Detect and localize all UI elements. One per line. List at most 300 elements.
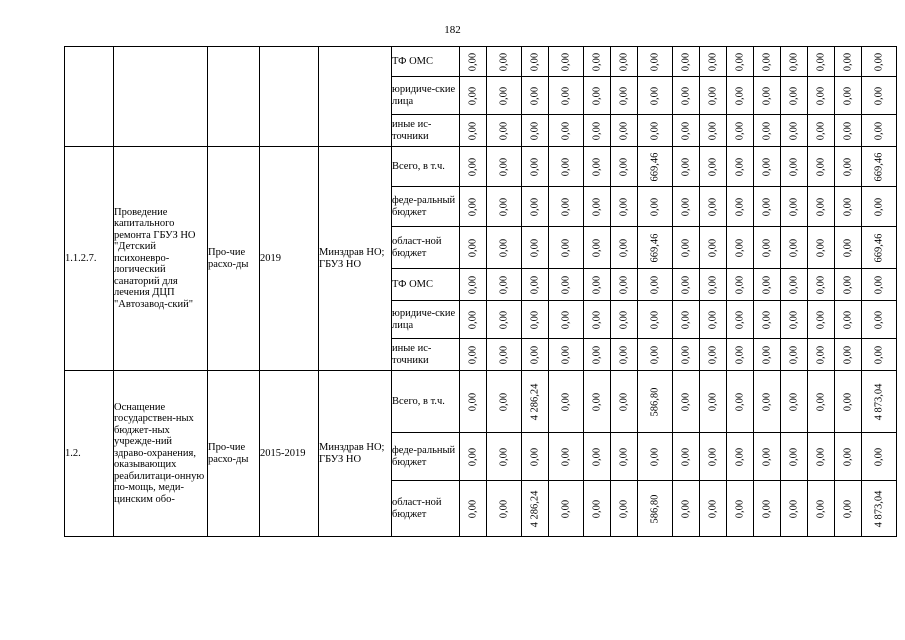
value-cell-text: 0,00	[680, 238, 692, 257]
value-cell	[754, 77, 781, 115]
value-cell-text: 0,00	[815, 275, 827, 294]
value-cell	[754, 269, 781, 301]
value-cell	[549, 269, 584, 301]
value-cell-text: 0,00	[873, 121, 885, 140]
value-cell-text: 0,00	[467, 447, 479, 466]
value-cell	[781, 371, 808, 433]
value-cell	[549, 187, 584, 227]
table-row	[65, 371, 897, 433]
value-cell	[862, 433, 897, 481]
value-cell-text: 0,00	[591, 275, 603, 294]
value-cell	[835, 433, 862, 481]
value-cell	[700, 147, 727, 187]
value-cell	[808, 187, 835, 227]
value-cell	[727, 433, 754, 481]
value-cell-text: 0,00	[591, 310, 603, 329]
value-cell	[727, 371, 754, 433]
value-cell-text: 0,00	[560, 392, 572, 411]
value-cell	[549, 371, 584, 433]
value-cell-text: 0,00	[680, 392, 692, 411]
value-cell-text: 0,00	[815, 238, 827, 257]
value-cell	[808, 227, 835, 269]
value-cell-text: 0,00	[873, 197, 885, 216]
value-cell	[781, 339, 808, 371]
value-cell-text: 0,00	[560, 238, 572, 257]
source-label: област-ной бюджет	[392, 227, 460, 269]
value-cell	[611, 115, 638, 147]
value-cell	[835, 481, 862, 537]
value-cell-text: 0,00	[815, 52, 827, 71]
item-years: 2019	[260, 147, 319, 371]
value-cell	[584, 227, 611, 269]
source-label: юридиче-ские лица	[392, 301, 460, 339]
value-cell	[549, 147, 584, 187]
value-cell	[584, 187, 611, 227]
value-cell-text: 0,00	[591, 197, 603, 216]
value-cell-text: 0,00	[649, 121, 661, 140]
value-cell	[727, 227, 754, 269]
value-cell	[460, 433, 487, 481]
source-label: иные ис-точники	[392, 115, 460, 147]
value-cell	[754, 47, 781, 77]
value-cell-text: 0,00	[815, 121, 827, 140]
value-cell	[638, 77, 673, 115]
value-cell	[727, 47, 754, 77]
value-cell-text: 0,00	[761, 345, 773, 364]
value-cell-text: 0,00	[707, 121, 719, 140]
value-cell-text: 0,00	[707, 310, 719, 329]
value-cell	[700, 187, 727, 227]
value-cell-text: 0,00	[560, 86, 572, 105]
value-cell-text: 0,00	[649, 86, 661, 105]
value-cell-text: 0,00	[707, 392, 719, 411]
value-cell-text: 0,00	[815, 197, 827, 216]
value-cell	[673, 301, 700, 339]
value-cell	[487, 115, 522, 147]
value-cell-text: 0,00	[734, 238, 746, 257]
value-cell	[584, 77, 611, 115]
value-cell-text: 0,00	[788, 345, 800, 364]
value-cell-text: 669,46	[649, 152, 661, 181]
value-cell	[522, 339, 549, 371]
value-cell-text: 0,00	[761, 157, 773, 176]
value-cell-text: 0,00	[649, 447, 661, 466]
value-cell-text: 0,00	[815, 310, 827, 329]
value-cell	[611, 269, 638, 301]
value-cell	[549, 339, 584, 371]
value-cell-text: 586,80	[649, 387, 661, 416]
value-cell	[700, 371, 727, 433]
value-cell-text: 0,00	[618, 52, 630, 71]
value-cell	[700, 481, 727, 537]
value-cell-text: 4 873,04	[873, 490, 885, 527]
value-cell	[781, 147, 808, 187]
value-cell-text: 0,00	[467, 52, 479, 71]
value-cell	[549, 47, 584, 77]
value-cell	[549, 433, 584, 481]
value-cell-text: 0,00	[761, 121, 773, 140]
item-name: Оснащение государствен-ных бюджет-ных учрежде-ний здраво-охранения, оказывающих реабилитаци-онную по-мощь, меди-цинским обо-	[114, 371, 208, 537]
value-cell	[862, 115, 897, 147]
value-cell	[487, 147, 522, 187]
value-cell	[673, 227, 700, 269]
value-cell-text: 0,00	[680, 499, 692, 518]
source-label: област-ной бюджет	[392, 481, 460, 537]
value-cell	[611, 47, 638, 77]
value-cell	[522, 433, 549, 481]
value-cell-text: 0,00	[707, 52, 719, 71]
value-cell	[549, 301, 584, 339]
value-cell	[808, 371, 835, 433]
value-cell-text: 0,00	[560, 345, 572, 364]
value-cell-text: 0,00	[842, 197, 854, 216]
item-name: Проведение капитального ремонта ГБУЗ НО "Детский психоневро-логический санаторий для лечения ДЦП "Автозавод-ский"	[114, 147, 208, 371]
value-cell	[700, 301, 727, 339]
value-cell-text: 0,00	[498, 52, 510, 71]
value-cell-text: 0,00	[842, 86, 854, 105]
value-cell	[638, 115, 673, 147]
value-cell-text: 0,00	[618, 275, 630, 294]
value-cell	[611, 77, 638, 115]
value-cell	[808, 147, 835, 187]
value-cell-text: 0,00	[707, 197, 719, 216]
value-cell	[754, 433, 781, 481]
source-label: юридиче-ские лица	[392, 77, 460, 115]
value-cell	[862, 371, 897, 433]
value-cell	[835, 339, 862, 371]
value-cell	[584, 371, 611, 433]
value-cell	[638, 301, 673, 339]
value-cell-text: 0,00	[591, 447, 603, 466]
value-cell	[754, 339, 781, 371]
value-cell	[673, 147, 700, 187]
value-cell	[584, 115, 611, 147]
value-cell-text: 0,00	[788, 238, 800, 257]
value-cell	[522, 47, 549, 77]
value-cell-text: 0,00	[591, 121, 603, 140]
value-cell-text: 0,00	[815, 392, 827, 411]
value-cell	[754, 371, 781, 433]
source-label: феде-ральный бюджет	[392, 187, 460, 227]
source-label: ТФ ОМС	[392, 47, 460, 77]
value-cell	[700, 227, 727, 269]
value-cell-text: 0,00	[842, 392, 854, 411]
value-cell-text: 0,00	[529, 447, 541, 466]
value-cell-text: 0,00	[649, 52, 661, 71]
value-cell-text: 0,00	[529, 275, 541, 294]
value-cell-text: 0,00	[707, 157, 719, 176]
value-cell	[584, 339, 611, 371]
value-cell	[700, 269, 727, 301]
item-years: 2015-2019	[260, 371, 319, 537]
value-cell-text: 0,00	[873, 310, 885, 329]
value-cell	[727, 115, 754, 147]
value-cell	[673, 77, 700, 115]
value-cell-text: 0,00	[761, 447, 773, 466]
value-cell	[611, 339, 638, 371]
value-cell-text: 0,00	[873, 447, 885, 466]
item-code: 1.1.2.7.	[65, 147, 114, 371]
value-cell	[700, 77, 727, 115]
value-cell-text: 0,00	[788, 86, 800, 105]
value-cell	[862, 269, 897, 301]
value-cell	[522, 301, 549, 339]
value-cell-text: 0,00	[842, 275, 854, 294]
value-cell	[460, 187, 487, 227]
value-cell-text: 0,00	[734, 157, 746, 176]
value-cell-text: 0,00	[788, 121, 800, 140]
value-cell	[727, 301, 754, 339]
value-cell-text: 0,00	[734, 345, 746, 364]
value-cell	[754, 301, 781, 339]
value-cell	[460, 77, 487, 115]
value-cell-text: 0,00	[591, 157, 603, 176]
value-cell-text: 669,46	[873, 233, 885, 262]
value-cell-text: 0,00	[761, 275, 773, 294]
value-cell-text: 0,00	[560, 275, 572, 294]
value-cell	[584, 47, 611, 77]
value-cell	[584, 147, 611, 187]
value-cell-text: 0,00	[591, 86, 603, 105]
value-cell	[808, 47, 835, 77]
value-cell-text: 0,00	[618, 345, 630, 364]
value-cell-text: 0,00	[842, 310, 854, 329]
value-cell-text: 0,00	[680, 52, 692, 71]
value-cell	[460, 481, 487, 537]
value-cell	[673, 371, 700, 433]
value-cell	[549, 481, 584, 537]
value-cell	[522, 227, 549, 269]
value-cell	[460, 227, 487, 269]
value-cell	[487, 47, 522, 77]
value-cell-text: 0,00	[761, 238, 773, 257]
value-cell	[781, 433, 808, 481]
value-cell	[522, 115, 549, 147]
value-cell-text: 0,00	[498, 392, 510, 411]
value-cell-text: 0,00	[680, 157, 692, 176]
value-cell-text: 0,00	[680, 310, 692, 329]
value-cell-text: 0,00	[707, 275, 719, 294]
value-cell-text: 0,00	[618, 86, 630, 105]
value-cell-text: 0,00	[788, 447, 800, 466]
value-cell	[460, 47, 487, 77]
value-cell	[808, 339, 835, 371]
value-cell	[638, 227, 673, 269]
value-cell-text: 0,00	[734, 86, 746, 105]
value-cell	[522, 147, 549, 187]
value-cell-text: 0,00	[734, 499, 746, 518]
value-cell-text: 0,00	[734, 392, 746, 411]
value-cell	[549, 77, 584, 115]
value-cell	[460, 115, 487, 147]
source-label: Всего, в т.ч.	[392, 147, 460, 187]
value-cell-text: 0,00	[618, 157, 630, 176]
value-cell-text: 0,00	[467, 238, 479, 257]
value-cell-text: 0,00	[680, 275, 692, 294]
value-cell-text: 0,00	[467, 157, 479, 176]
value-cell-text: 0,00	[529, 238, 541, 257]
value-cell-text: 0,00	[560, 447, 572, 466]
empty-cell	[65, 47, 114, 147]
value-cell	[754, 147, 781, 187]
value-cell	[522, 187, 549, 227]
value-cell	[611, 481, 638, 537]
value-cell	[460, 269, 487, 301]
item-code: 1.2.	[65, 371, 114, 537]
value-cell-text: 0,00	[873, 345, 885, 364]
value-cell	[549, 227, 584, 269]
value-cell	[835, 269, 862, 301]
value-cell	[487, 371, 522, 433]
value-cell-text: 0,00	[680, 121, 692, 140]
value-cell-text: 0,00	[649, 345, 661, 364]
value-cell-text: 0,00	[680, 447, 692, 466]
value-cell-text: 0,00	[815, 499, 827, 518]
value-cell-text: 0,00	[618, 310, 630, 329]
value-cell-text: 0,00	[529, 86, 541, 105]
value-cell	[584, 269, 611, 301]
value-cell	[835, 115, 862, 147]
value-cell	[862, 77, 897, 115]
value-cell-text: 669,46	[649, 233, 661, 262]
value-cell	[754, 481, 781, 537]
value-cell-text: 0,00	[873, 52, 885, 71]
value-cell-text: 586,80	[649, 494, 661, 523]
value-cell	[673, 481, 700, 537]
page-number: 182	[444, 24, 461, 36]
value-cell	[862, 227, 897, 269]
value-cell	[781, 227, 808, 269]
value-cell-text: 0,00	[529, 157, 541, 176]
value-cell-text: 0,00	[618, 447, 630, 466]
value-cell-text: 0,00	[842, 447, 854, 466]
value-cell	[700, 47, 727, 77]
source-label: иные ис-точники	[392, 339, 460, 371]
value-cell-text: 0,00	[761, 392, 773, 411]
value-cell-text: 0,00	[761, 86, 773, 105]
value-cell-text: 0,00	[467, 86, 479, 105]
value-cell	[781, 77, 808, 115]
value-cell-text: 0,00	[815, 447, 827, 466]
value-cell-text: 0,00	[618, 392, 630, 411]
value-cell-text: 0,00	[618, 499, 630, 518]
value-cell	[808, 115, 835, 147]
value-cell	[673, 433, 700, 481]
value-cell-text: 0,00	[498, 197, 510, 216]
source-label: ТФ ОМС	[392, 269, 460, 301]
value-cell-text: 0,00	[649, 275, 661, 294]
value-cell	[700, 433, 727, 481]
value-cell-text: 0,00	[707, 499, 719, 518]
value-cell-text: 669,46	[873, 152, 885, 181]
table-row	[65, 147, 897, 187]
value-cell	[835, 371, 862, 433]
value-cell	[781, 187, 808, 227]
value-cell	[727, 269, 754, 301]
value-cell-text: 0,00	[649, 197, 661, 216]
value-cell-text: 0,00	[842, 121, 854, 140]
value-cell-text: 0,00	[467, 345, 479, 364]
value-cell-text: 0,00	[618, 121, 630, 140]
value-cell-text: 0,00	[842, 52, 854, 71]
value-cell-text: 0,00	[707, 447, 719, 466]
value-cell	[673, 115, 700, 147]
value-cell-text: 0,00	[560, 499, 572, 518]
empty-cell	[208, 47, 260, 147]
empty-cell	[114, 47, 208, 147]
value-cell-text: 0,00	[591, 392, 603, 411]
value-cell-text: 0,00	[761, 310, 773, 329]
value-cell-text: 0,00	[560, 197, 572, 216]
value-cell-text: 0,00	[591, 345, 603, 364]
value-cell-text: 0,00	[761, 197, 773, 216]
value-cell	[638, 269, 673, 301]
value-cell	[611, 301, 638, 339]
value-cell-text: 0,00	[498, 447, 510, 466]
value-cell	[638, 481, 673, 537]
value-cell	[835, 187, 862, 227]
value-cell	[727, 77, 754, 115]
value-cell	[808, 269, 835, 301]
value-cell-text: 0,00	[680, 197, 692, 216]
value-cell	[487, 339, 522, 371]
value-cell	[808, 77, 835, 115]
value-cell-text: 0,00	[467, 197, 479, 216]
value-cell-text: 0,00	[842, 157, 854, 176]
value-cell-text: 0,00	[560, 121, 572, 140]
responsible: Минздрав НО; ГБУЗ НО	[319, 147, 392, 371]
value-cell-text: 0,00	[707, 238, 719, 257]
value-cell-text: 0,00	[734, 197, 746, 216]
value-cell-text: 0,00	[498, 157, 510, 176]
value-cell-text: 0,00	[467, 310, 479, 329]
value-cell	[673, 339, 700, 371]
value-cell-text: 0,00	[788, 275, 800, 294]
value-cell-text: 0,00	[529, 121, 541, 140]
value-cell	[781, 115, 808, 147]
value-cell-text: 0,00	[788, 157, 800, 176]
value-cell-text: 4 286,24	[529, 490, 541, 527]
value-cell	[638, 433, 673, 481]
value-cell	[584, 301, 611, 339]
value-cell-text: 0,00	[680, 345, 692, 364]
value-cell-text: 0,00	[591, 499, 603, 518]
value-cell-text: 0,00	[788, 499, 800, 518]
value-cell	[862, 301, 897, 339]
value-cell-text: 0,00	[498, 275, 510, 294]
value-cell-text: 0,00	[618, 197, 630, 216]
value-cell	[781, 269, 808, 301]
value-cell-text: 0,00	[498, 238, 510, 257]
value-cell-text: 0,00	[734, 275, 746, 294]
value-cell-text: 0,00	[788, 52, 800, 71]
value-cell	[862, 187, 897, 227]
value-cell-text: 0,00	[842, 238, 854, 257]
value-cell	[611, 227, 638, 269]
value-cell	[808, 301, 835, 339]
value-cell-text: 0,00	[498, 121, 510, 140]
value-cell	[673, 269, 700, 301]
expense-type: Про-чие расхо-ды	[208, 147, 260, 371]
value-cell-text: 0,00	[560, 157, 572, 176]
value-cell	[549, 115, 584, 147]
value-cell	[584, 433, 611, 481]
value-cell-text: 0,00	[873, 86, 885, 105]
value-cell	[862, 147, 897, 187]
value-cell	[727, 147, 754, 187]
value-cell	[460, 147, 487, 187]
value-cell	[835, 147, 862, 187]
